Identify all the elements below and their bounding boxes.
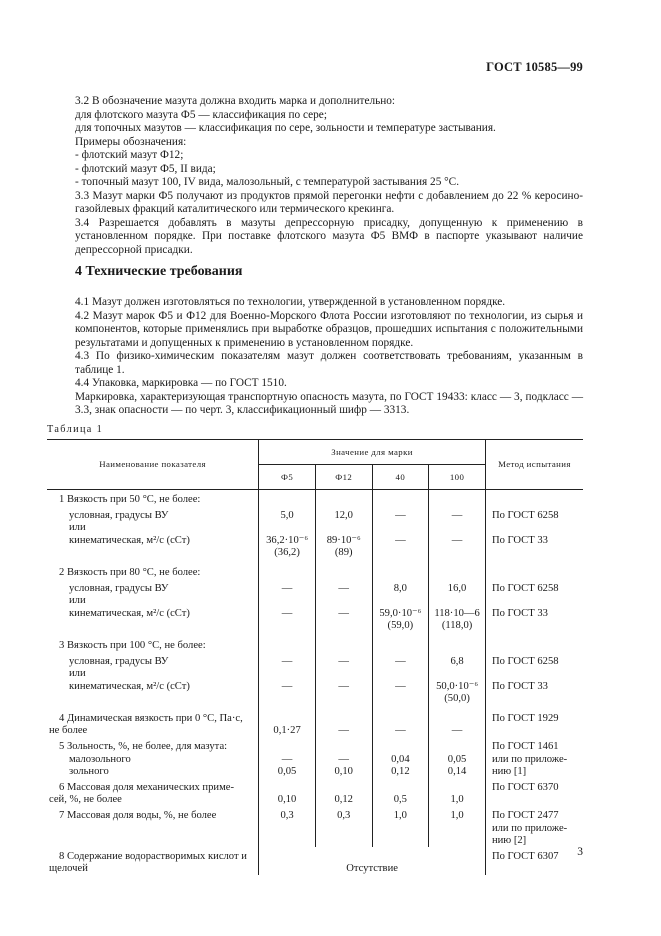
header-method: Метод испытания	[485, 440, 583, 490]
row-5-b-label: зольного	[47, 766, 259, 778]
table-row	[47, 608, 583, 620]
paragraph-4-4-marking: Маркировка, характеризующая транспортную опасность мазута, по ГОСТ 19433: класс — 3, подкласс — 3.3, знак опасности — по черт. 3, классификационный шифр — 3313.	[75, 390, 583, 417]
table-row	[47, 725, 583, 737]
paragraph-3-4: 3.4 Разрешается добавлять в мазуты депрессорную присадку, допущенную к применению в установленном порядке. При поставке флотского мазута Ф5 ВМФ в паспорте указывают наличие депрессорной присадки.	[75, 216, 583, 257]
row-6-40: 0,5	[372, 794, 429, 806]
row-2-b-method: По ГОСТ 33	[491, 607, 548, 619]
table-row	[47, 535, 583, 547]
row-2-a-label: условная, градусы ВУ	[47, 579, 259, 595]
row-6-method: По ГОСТ 6370	[491, 782, 559, 794]
row-1-b-f12: 89·10⁻⁶	[315, 535, 372, 547]
example-1: - флотский мазут Ф12;	[75, 149, 184, 162]
section-4-title: 4 Технические требования	[75, 264, 243, 279]
row-1-a-f12: 12,0	[315, 506, 372, 522]
table-row	[47, 681, 583, 693]
row-5-method-3: нию [1]	[491, 765, 527, 777]
table-row	[47, 506, 583, 522]
table-row	[47, 668, 583, 680]
table-row	[47, 737, 583, 753]
row-5-b-f5: 0,05	[259, 766, 316, 778]
table-row	[47, 823, 583, 835]
table-row	[47, 559, 583, 579]
table-row	[47, 632, 583, 652]
table-row	[47, 806, 583, 822]
paragraph-3-2-line1: для флотского мазута Ф5 — классификация по сере;	[75, 108, 327, 121]
table-row	[47, 778, 583, 794]
row-3-a-40: —	[372, 652, 429, 668]
row-1-a-100: —	[429, 506, 486, 522]
row-2-a-f5: —	[259, 579, 316, 595]
row-4-title-2: не более	[47, 725, 259, 737]
table-row	[47, 835, 583, 847]
row-2-b2-40: (59,0)	[372, 620, 429, 632]
row-3-b-method: По ГОСТ 33	[491, 680, 548, 692]
row-7-method-3: нию [2]	[491, 834, 527, 846]
table-row	[47, 863, 583, 875]
row-3-title: 3 Вязкость при 100 °С, не более:	[47, 632, 259, 652]
page-number: 3	[577, 846, 583, 858]
row-4-method: По ГОСТ 1929	[491, 713, 559, 725]
row-4-40: —	[372, 725, 429, 737]
row-4-f5: 0,1·27	[259, 725, 316, 737]
row-3-b-f12: —	[315, 681, 372, 693]
row-8-title-2: щелочей	[47, 863, 259, 875]
header-name: Наименование показателя	[47, 440, 259, 490]
row-8-value: Отсутствие	[259, 863, 486, 875]
table-row	[47, 652, 583, 668]
row-2-b-f5: —	[259, 608, 316, 620]
standard-header: ГОСТ 10585—99	[486, 60, 583, 74]
row-3-b-label: кинематическая, м²/с (сСт)	[47, 681, 259, 693]
row-2-a-40: 8,0	[372, 579, 429, 595]
table-row	[47, 579, 583, 595]
row-1-b2-f12: (89)	[315, 547, 372, 559]
row-4-100: —	[429, 725, 486, 737]
section-3-text	[75, 95, 583, 258]
table-row	[47, 547, 583, 559]
row-5-method-2: или по приложе-	[491, 753, 568, 765]
row-5-b-f12: 0,10	[315, 766, 372, 778]
row-3-a-f12: —	[315, 652, 372, 668]
table-row	[47, 595, 583, 607]
row-4-f12: —	[315, 725, 372, 737]
table-row	[47, 693, 583, 705]
example-3: - топочный мазут 100, IV вида, малозольный, с температурой застывания 25 °С.	[75, 176, 460, 189]
row-5-b-40: 0,12	[372, 766, 429, 778]
row-7-f5: 0,3	[259, 806, 316, 822]
row-1-b-label: кинематическая, м²/с (сСт)	[47, 535, 259, 547]
row-2-a-100: 16,0	[429, 579, 486, 595]
table-row	[47, 766, 583, 778]
row-2-b2-100: (118,0)	[429, 620, 486, 632]
row-2-or: или	[47, 595, 259, 607]
table-row	[47, 754, 583, 766]
section-4-text	[75, 296, 583, 418]
row-5-a-label: малозольного	[47, 754, 259, 766]
row-1-a-method: По ГОСТ 6258	[491, 510, 559, 522]
paragraph-4-1: 4.1 Мазут должен изготовляться по технологии, утвержденной в установленном порядке.	[75, 296, 506, 308]
row-3-b-f5: —	[259, 681, 316, 693]
paragraph-3-3: 3.3 Мазут марки Ф5 получают из продуктов прямой перегонки нефти с добавлением до 22 % керосино-газойлевых фракций каталитического или термического крекинга.	[75, 189, 583, 216]
header-grade-f5: Ф5	[259, 465, 316, 490]
row-2-a-method: По ГОСТ 6258	[491, 583, 559, 595]
table-row	[47, 620, 583, 632]
table-row	[47, 794, 583, 806]
row-1-a-label: условная, градусы ВУ	[47, 506, 259, 522]
row-2-b-40: 59,0·10⁻⁶	[372, 608, 429, 620]
row-5-a-100: 0,05	[429, 754, 486, 766]
row-3-or: или	[47, 668, 259, 680]
table-row	[47, 522, 583, 534]
row-3-a-f5: —	[259, 652, 316, 668]
row-5-b-100: 0,14	[429, 766, 486, 778]
row-5-a-f12: —	[315, 754, 372, 766]
header-value-group: Значение для марки	[259, 440, 486, 465]
header-grade-40: 40	[372, 465, 429, 490]
row-3-a-label: условная, градусы ВУ	[47, 652, 259, 668]
row-5-title: 5 Зольность, %, не более, для мазута:	[47, 737, 259, 753]
row-7-f12: 0,3	[315, 806, 372, 822]
row-2-b-100: 118·10—6	[429, 608, 486, 620]
row-2-title: 2 Вязкость при 80 °С, не более:	[47, 559, 259, 579]
row-5-method-1: По ГОСТ 1461	[491, 741, 559, 753]
row-1-b2-f5: (36,2)	[259, 547, 316, 559]
row-2-b-f12: —	[315, 608, 372, 620]
row-1-a-f5: 5,0	[259, 506, 316, 522]
row-8-method: По ГОСТ 6307	[491, 851, 559, 863]
row-6-f12: 0,12	[315, 794, 372, 806]
table-row	[47, 705, 583, 725]
paragraph-4-3: 4.3 По физико-химическим показателям мазут должен соответствовать требованиям, указанным в таблице 1.	[75, 350, 583, 376]
table-caption: Таблица 1	[47, 424, 104, 435]
row-3-a-method: По ГОСТ 6258	[491, 656, 559, 668]
row-1-b-40: —	[372, 535, 429, 547]
row-1-or: или	[47, 522, 259, 534]
row-3-b2-100: (50,0)	[429, 693, 486, 705]
row-6-f5: 0,10	[259, 794, 316, 806]
row-3-b-100: 50,0·10⁻⁶	[429, 681, 486, 693]
row-7-method-1: По ГОСТ 2477	[491, 810, 559, 822]
examples-heading: Примеры обозначения:	[75, 135, 187, 148]
row-6-100: 1,0	[429, 794, 486, 806]
paragraph-3-2-intro: 3.2 В обозначение мазута должна входить марка и дополнительно:	[75, 95, 396, 107]
table-1	[47, 439, 583, 875]
row-5-a-f5: —	[259, 754, 316, 766]
row-7-title: 7 Массовая доля воды, %, не более	[47, 806, 259, 822]
row-6-title-1: 6 Массовая доля механических приме-	[47, 778, 259, 794]
row-6-title-2: сей, %, не более	[47, 794, 259, 806]
row-7-100: 1,0	[429, 806, 486, 822]
example-2: - флотский мазут Ф5, II вида;	[75, 162, 216, 175]
table-row	[47, 847, 583, 863]
paragraph-3-2-line2: для топочных мазутов — классификация по сере, зольности и температуре застывания.	[75, 122, 496, 135]
row-1-a-40: —	[372, 506, 429, 522]
row-1-title: 1 Вязкость при 50 °С, не более:	[47, 490, 259, 507]
row-7-method-2: или по приложе-	[491, 822, 568, 834]
paragraph-4-2: 4.2 Мазут марок Ф5 и Ф12 для Военно-Морского Флота России изготовляют по технологии, из сырья и компонентов, которые применялись при выработке образцов, прошедших испытания с положительными результатами и допущенных к применению в установленном порядке.	[75, 309, 583, 349]
header-grade-100: 100	[429, 465, 486, 490]
row-3-a-100: 6,8	[429, 652, 486, 668]
row-1-b-method: По ГОСТ 33	[491, 534, 548, 546]
row-4-title-1: 4 Динамическая вязкость при 0 °С, Па·с,	[47, 705, 259, 725]
row-5-a-40: 0,04	[372, 754, 429, 766]
row-1-b-f5: 36,2·10⁻⁶	[259, 535, 316, 547]
table-row	[47, 490, 583, 507]
row-8-title-1: 8 Содержание водорастворимых кислот и	[47, 847, 259, 863]
paragraph-4-4: 4.4 Упаковка, маркировка — по ГОСТ 1510.	[75, 377, 287, 390]
row-1-b-100: —	[429, 535, 486, 547]
row-3-b-40: —	[372, 681, 429, 693]
row-2-a-f12: —	[315, 579, 372, 595]
row-7-40: 1,0	[372, 806, 429, 822]
row-2-b-label: кинематическая, м²/с (сСт)	[47, 608, 259, 620]
header-grade-f12: Ф12	[315, 465, 372, 490]
